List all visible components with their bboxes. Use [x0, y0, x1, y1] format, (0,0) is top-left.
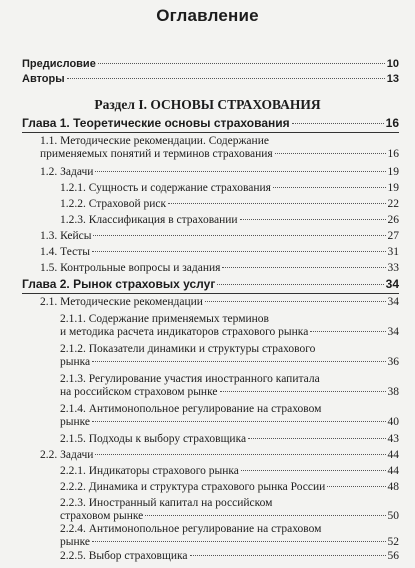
entry-title-line1: 2.1.2. Показатели динамики и структуры страхового [60, 343, 316, 355]
toc-entry-2-2[interactable] [40, 449, 399, 462]
entry-title-line2: применяемых понятий и терминов страхования [40, 148, 273, 160]
leader-dots [240, 219, 386, 220]
entry-title-line2: и методика расчета индикаторов страхового рынка [60, 326, 309, 338]
leader-dots [95, 171, 385, 172]
leader-dots [92, 541, 385, 542]
entry-title-line2: рынка [60, 356, 91, 368]
entry-title: 1.3. Кейсы [40, 230, 92, 242]
leader-dots [327, 486, 385, 487]
toc-entry-2-1-5[interactable] [60, 433, 399, 446]
entry-page: 40 [387, 416, 399, 428]
leader-dots [67, 78, 385, 79]
entry-title: 2.2.5. Выбор страховщика [60, 550, 188, 562]
leader-dots [93, 235, 385, 236]
entry-title: Предисловие [22, 58, 96, 70]
leader-dots [145, 515, 385, 516]
entry-page: 22 [387, 198, 399, 210]
toc-entry-1-4[interactable] [40, 246, 399, 259]
entry-title: 1.2. Задачи [40, 166, 94, 178]
leader-dots [217, 284, 383, 285]
entry-title: 2.2.1. Индикаторы страхового рынка [60, 465, 239, 477]
entry-page: 36 [387, 356, 399, 368]
chapter-page: 16 [385, 116, 399, 130]
toc-entry-preface[interactable] [22, 58, 399, 71]
toc-heading: Оглавление [156, 6, 259, 25]
entry-page: 43 [387, 433, 399, 445]
toc-entry-2-1-3[interactable] [60, 373, 399, 399]
entry-title-line1: 2.2.3. Иностранный капитал на российском [60, 497, 273, 509]
toc-entry-2-2-5[interactable] [60, 550, 399, 563]
toc-entry-1-2-1[interactable] [60, 182, 399, 195]
entry-title-line2: на российском страховом рынке [60, 386, 218, 398]
entry-title: 1.4. Тесты [40, 246, 90, 258]
entry-page: 16 [387, 148, 399, 160]
leader-dots [98, 63, 385, 64]
entry-title-line2: страховом рынке [60, 510, 144, 522]
entry-title: 1.2.2. Страховой риск [60, 198, 167, 210]
toc-entry-1-1[interactable] [40, 135, 399, 161]
entry-title-line1: 2.1.1. Содержание применяемых терминов [60, 313, 269, 325]
entry-page: 44 [387, 465, 399, 477]
entry-page: 31 [387, 246, 399, 258]
chapter-rule [22, 132, 399, 133]
entry-title: 1.2.1. Сущность и содержание страхования [60, 182, 271, 194]
leader-dots [248, 438, 385, 439]
toc-entry-1-2-2[interactable] [60, 198, 399, 211]
entry-title-line1: 2.2.4. Антимонопольное регулирование на страховом [60, 523, 322, 535]
entry-page: 19 [387, 166, 399, 178]
leader-dots [310, 331, 385, 332]
leader-dots [292, 123, 384, 124]
leader-dots [275, 153, 386, 154]
entry-page: 34 [387, 296, 399, 308]
toc-entry-2-2-3[interactable] [60, 497, 399, 523]
toc-entry-2-1-4[interactable] [60, 403, 399, 429]
entry-title: 2.2. Задачи [40, 449, 94, 461]
leader-dots [220, 391, 386, 392]
leader-dots [92, 421, 385, 422]
toc-entry-1-2[interactable] [40, 166, 399, 179]
entry-title: 2.2.2. Динамика и структура страхового рынка России [60, 481, 326, 493]
toc-chapter-1[interactable] [22, 117, 399, 130]
leader-dots [190, 555, 386, 556]
toc-entry-authors[interactable] [22, 73, 399, 86]
toc-entry-2-1[interactable] [40, 296, 399, 309]
entry-page: 33 [387, 262, 399, 274]
entry-title: 2.1. Методические рекомендации [40, 296, 203, 308]
entry-page: 50 [387, 510, 399, 522]
entry-title-line1: 1.1. Методические рекомендации. Содержание [40, 135, 269, 147]
chapter-rule [22, 293, 399, 294]
entry-title: 1.2.3. Классификация в страховании [60, 214, 238, 226]
entry-title-line2: рынке [60, 416, 91, 428]
entry-page: 52 [387, 536, 399, 548]
toc-entry-1-2-3[interactable] [60, 214, 399, 227]
entry-page: 27 [387, 230, 399, 242]
toc-entry-2-2-1[interactable] [60, 465, 399, 478]
leader-dots [273, 187, 386, 188]
toc-entry-1-5[interactable] [40, 262, 399, 275]
entry-page: 13 [386, 73, 399, 85]
leader-dots [222, 267, 385, 268]
entry-title-line1: 2.1.3. Регулирование участия иностранного капитала [60, 373, 320, 385]
toc-entry-2-2-2[interactable] [60, 481, 399, 494]
toc-entry-2-1-1[interactable] [60, 313, 399, 339]
chapter-page: 34 [385, 277, 399, 291]
leader-dots [92, 361, 385, 362]
leader-dots [92, 251, 386, 252]
toc-entry-2-1-2[interactable] [60, 343, 399, 369]
toc-entry-2-2-4[interactable] [60, 523, 399, 549]
leader-dots [205, 301, 386, 302]
section-title: Раздел I. ОСНОВЫ СТРАХОВАНИЯ [94, 97, 321, 112]
toc-chapter-2[interactable] [22, 278, 399, 291]
toc-entry-1-3[interactable] [40, 230, 399, 243]
chapter-title: Глава 1. Теоретические основы страхования [22, 116, 290, 130]
entry-page: 26 [387, 214, 399, 226]
entry-page: 10 [386, 58, 399, 70]
entry-page: 34 [387, 326, 399, 338]
chapter-title: Глава 2. Рынок страховых услуг [22, 277, 216, 291]
entry-title-line2: рынке [60, 536, 91, 548]
entry-title: 1.5. Контрольные вопросы и задания [40, 262, 221, 274]
entry-page: 44 [387, 449, 399, 461]
leader-dots [168, 203, 385, 204]
entry-title: Авторы [22, 73, 65, 85]
leader-dots [241, 470, 386, 471]
entry-page: 48 [387, 481, 399, 493]
entry-page: 38 [387, 386, 399, 398]
leader-dots [95, 454, 385, 455]
entry-page: 56 [387, 550, 399, 562]
entry-page: 19 [387, 182, 399, 194]
entry-title: 2.1.5. Подходы к выбору страховщика [60, 433, 247, 445]
entry-title-line1: 2.1.4. Антимонопольное регулирование на страховом [60, 403, 322, 415]
